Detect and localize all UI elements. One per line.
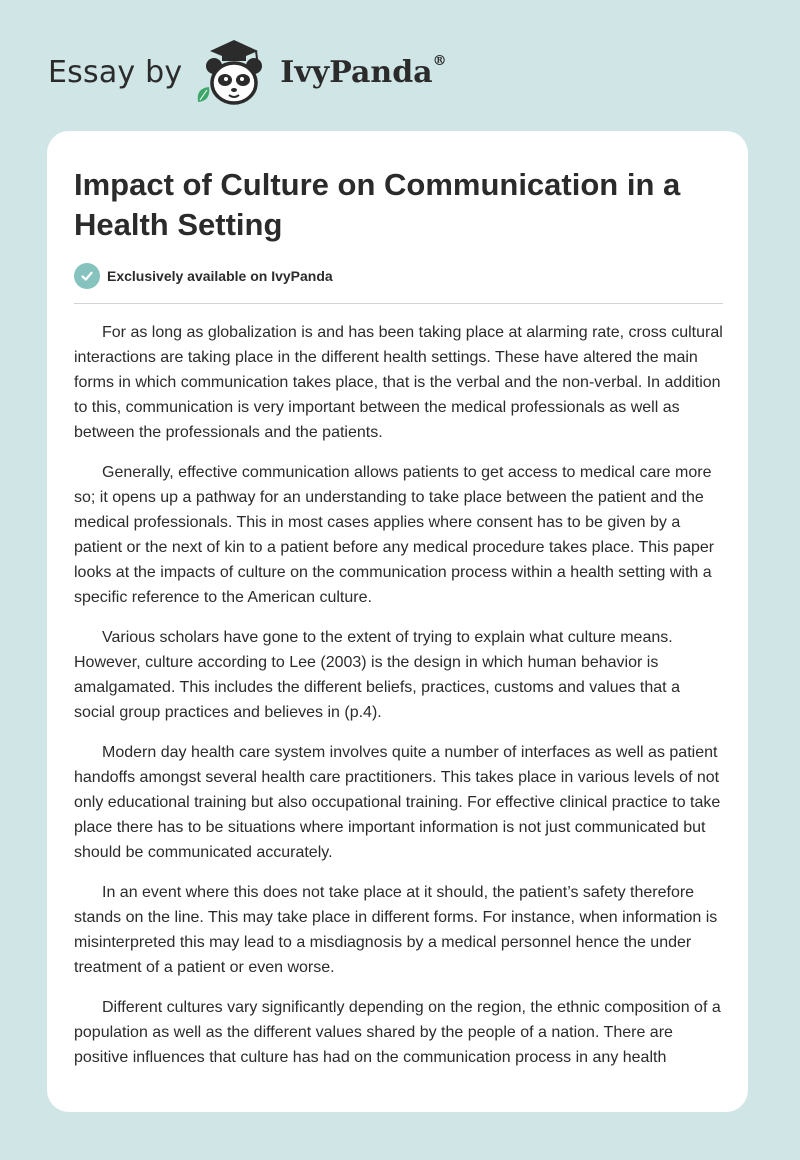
paragraph: Modern day health care system involves quite a number of interfaces as well as patient handoffs amongst several health care practitioners. This takes place in various levels of not only educational training but also occupational training. For effective clinical practice to take place there has to be situations where important information is not just communicated but should be communicated accurately. <box>74 744 721 861</box>
check-icon <box>74 263 100 289</box>
site-header <box>48 32 447 112</box>
paragraph: For as long as globalization is and has been taking place at alarming rate, cross cultural interactions are taking place in the different health settings. These have altered the main forms in which communication takes place, that is the verbal and the non-verbal. In addition to this, communication is very important between the medical professionals as well as between the professionals and the patients. <box>74 324 723 441</box>
essay-body <box>74 320 723 1085</box>
brand-name[interactable] <box>280 52 447 90</box>
essay-title: Impact of Culture on Communication in a Health Setting <box>74 167 681 242</box>
brand-name-text: IvyPanda <box>280 54 433 90</box>
title-divider <box>74 303 723 304</box>
exclusive-badge-label: Exclusively available on IvyPanda <box>107 268 333 284</box>
paragraph: Various scholars have gone to the extent of trying to explain what culture means. However, culture according to Lee (2003) is the design in which human behavior is amalgamated. This includes the different beliefs, practices, customs and values that a social group practices and believes in (p.4). <box>74 629 680 721</box>
paragraph: In an event where this does not take place at it should, the patient’s safety therefore stands on the line. This may take place in different forms. For instance, when information is misinterpreted this may lead to a misdiagnosis by a medical personnel hence the under treatment of a patient or even worse. <box>74 884 718 976</box>
exclusive-badge <box>74 263 333 289</box>
paragraph: Different cultures vary significantly depending on the region, the ethnic composition of a population as well as the different values shared by the people of a nation. There are positive influences that culture has had on the communication process in any health <box>74 999 721 1066</box>
registered-mark: ® <box>432 52 447 69</box>
panda-graduate-icon[interactable] <box>192 32 276 112</box>
essay-by-label: Essay by <box>48 54 183 90</box>
paragraph: Generally, effective communication allows patients to get access to medical care more so; it opens up a pathway for an understanding to take place between the patient and the medical professionals. This in most cases applies where consent has to be given by a patient or the next of kin to a patient before any medical procedure takes place. This paper looks at the impacts of culture on the communication process within a health setting with a specific reference to the American culture. <box>74 464 715 606</box>
essay-card <box>47 131 748 1112</box>
